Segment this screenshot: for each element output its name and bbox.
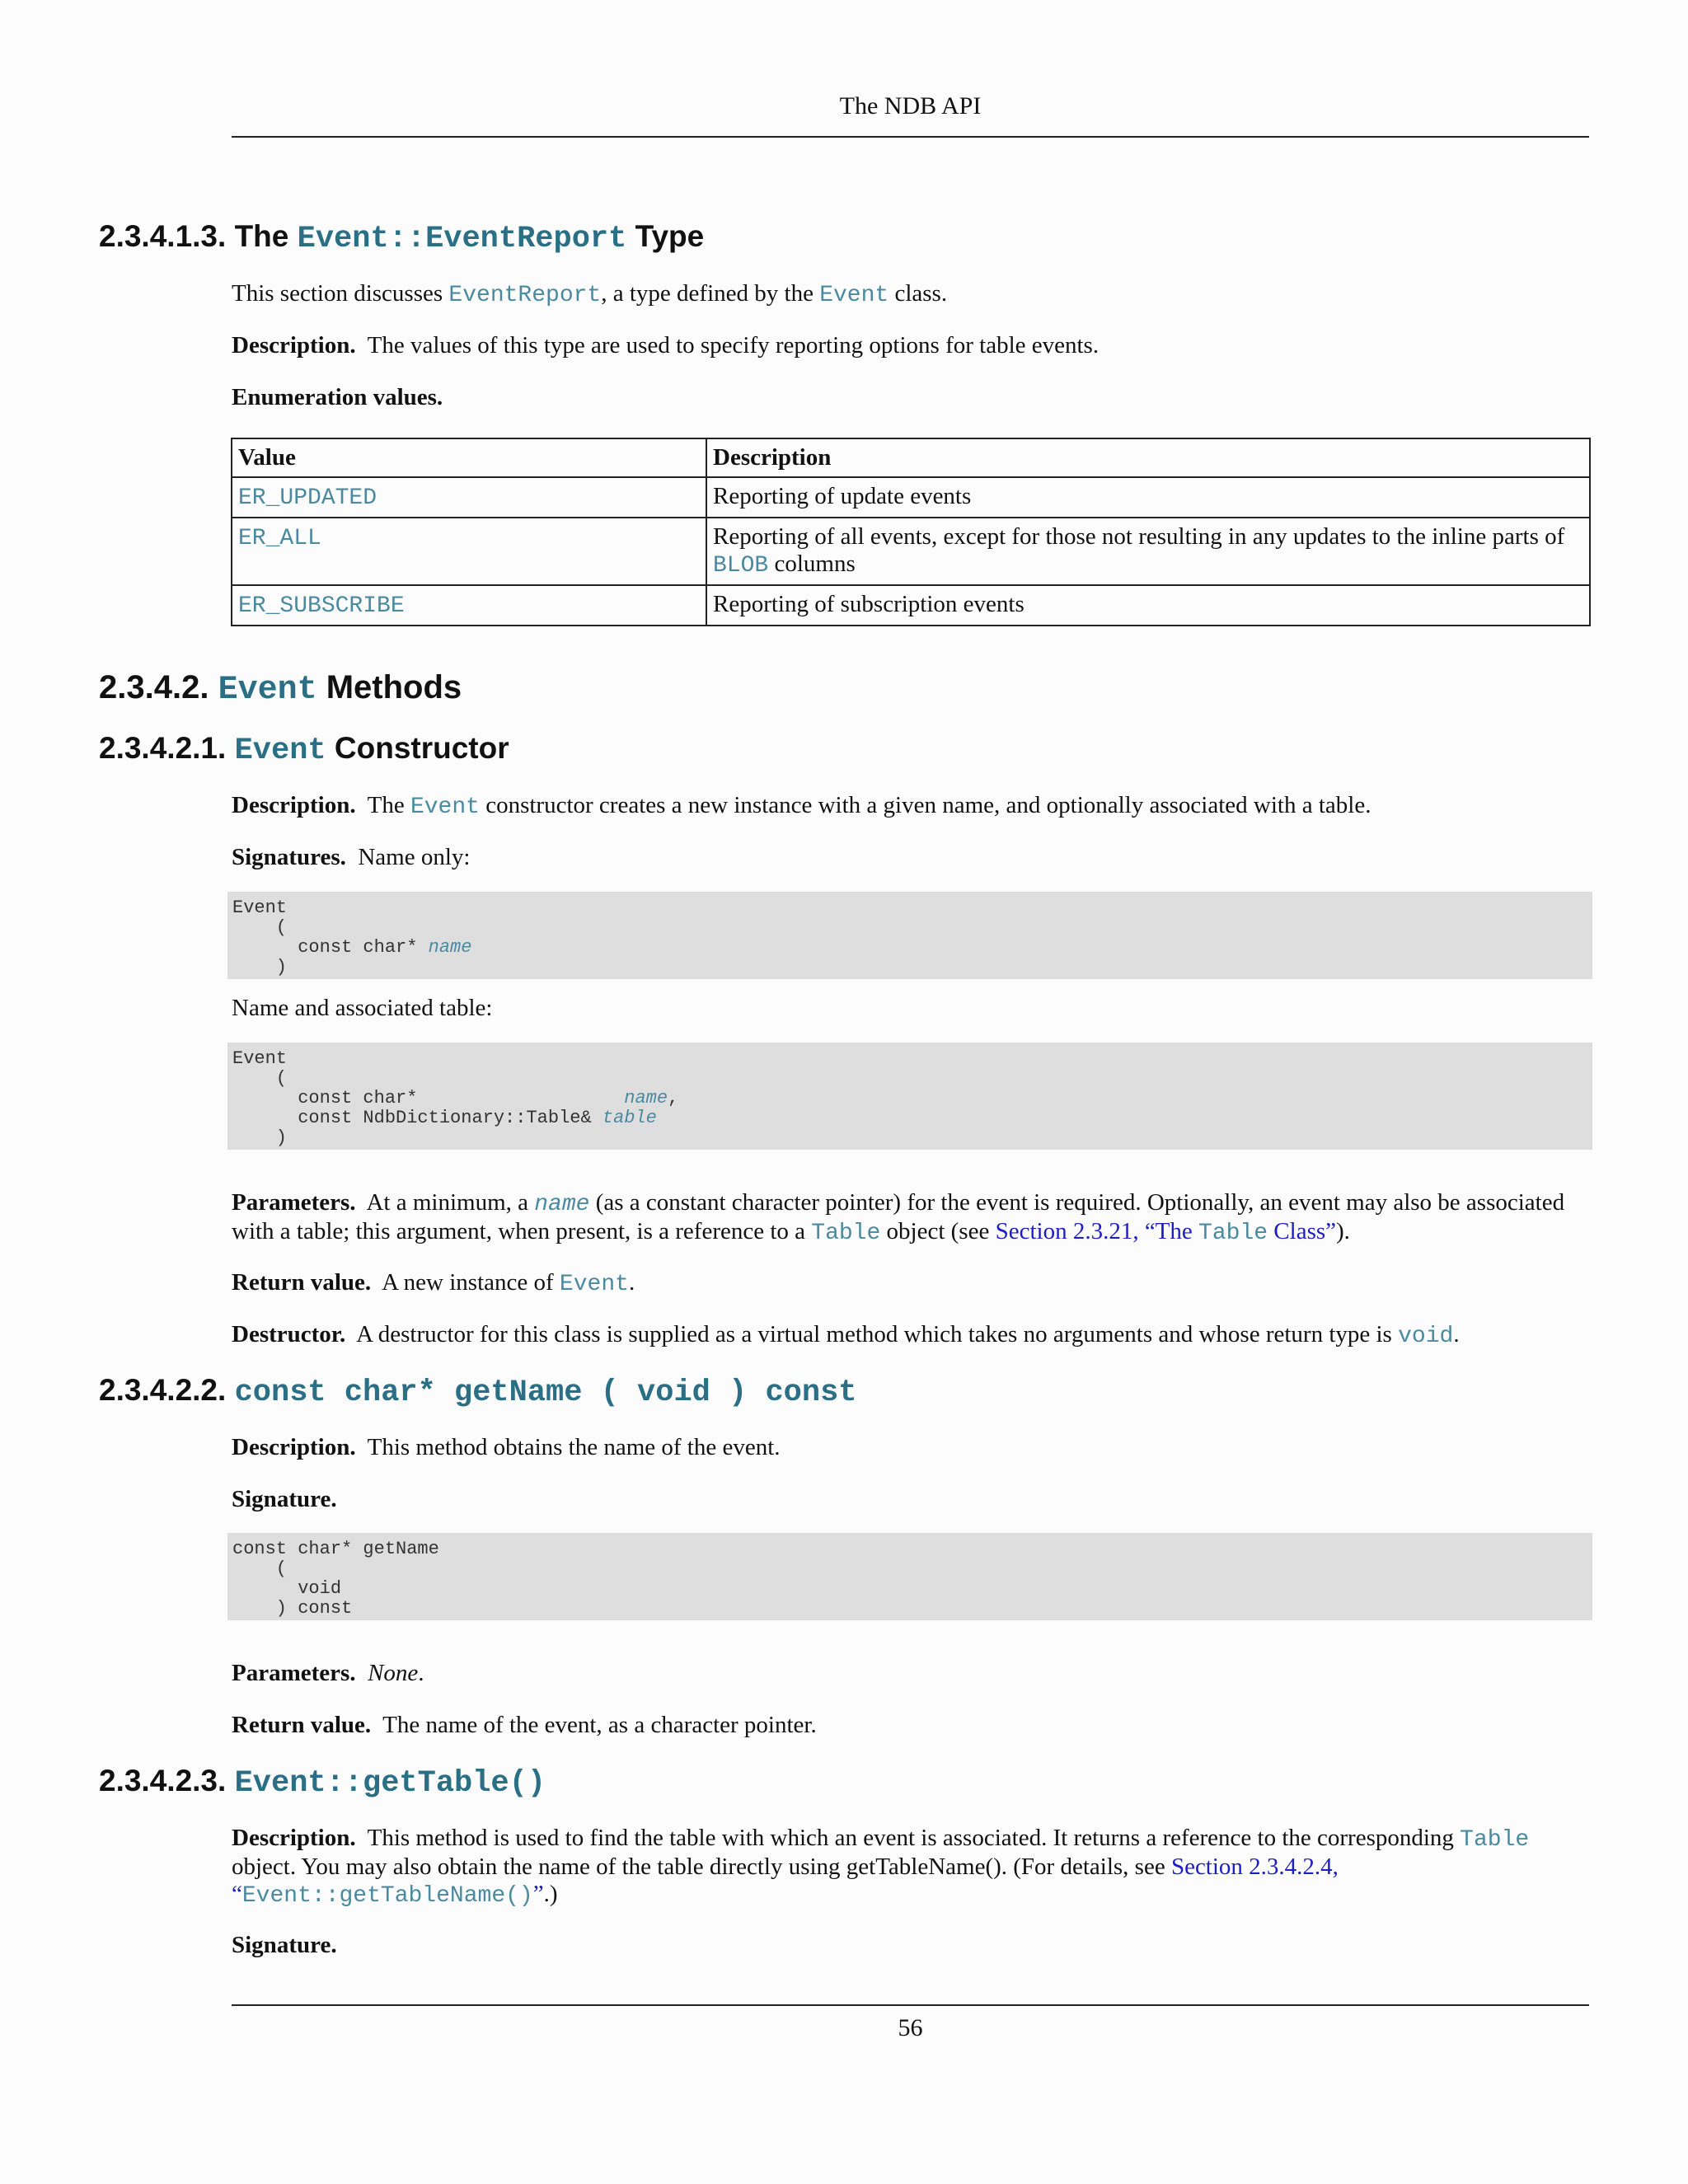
enumeration-label: Enumeration values. bbox=[232, 384, 443, 410]
name-table-paragraph: Name and associated table: bbox=[232, 995, 493, 1021]
code-argument: table bbox=[602, 1108, 657, 1128]
heading-code: const char* getName ( void ) const bbox=[234, 1376, 857, 1410]
description-label: Description. bbox=[232, 1434, 356, 1460]
return-value-paragraph: Return value. A new instance of Event. bbox=[232, 1269, 635, 1297]
description-label: Description. bbox=[232, 792, 356, 818]
section-number: 2.3.4.2.3. bbox=[99, 1764, 227, 1797]
code-ref: Table bbox=[811, 1221, 881, 1246]
code-ref: name bbox=[534, 1192, 590, 1217]
table-row bbox=[232, 518, 1590, 585]
signature-label-paragraph bbox=[232, 1486, 1592, 1513]
table-cell-description: Reporting of all events, except for those not resulting in any updates to the inline parts of BLOB columns bbox=[706, 518, 1590, 585]
code-ref: Event bbox=[559, 1272, 629, 1297]
code-ref: Table bbox=[1460, 1827, 1530, 1853]
signatures-paragraph: Signatures. Name only: bbox=[232, 844, 471, 870]
table-cell-value: ER_ALL bbox=[232, 518, 706, 585]
heading-text: The bbox=[234, 219, 289, 253]
section-heading-getname bbox=[99, 1373, 857, 1410]
signature-label: Signature. bbox=[232, 1486, 337, 1512]
code-block-getname: const char* getName ( void ) const bbox=[227, 1533, 1592, 1620]
table-header-cell: Description bbox=[706, 438, 1590, 477]
code-ref: EventReport bbox=[448, 283, 602, 308]
destructor-paragraph: Destructor. A destructor for this class is supplied as a virtual method which takes no arguments and whose return type is void. bbox=[232, 1321, 1460, 1349]
return-value-label: Return value. bbox=[232, 1269, 372, 1296]
section-number: 2.3.4.2.1. bbox=[99, 731, 227, 765]
return-value-label: Return value. bbox=[232, 1712, 372, 1738]
section-heading-eventreport bbox=[99, 219, 704, 256]
heading-code: Event::EventReport bbox=[297, 222, 627, 256]
parameters-paragraph: Parameters. None. bbox=[232, 1660, 424, 1686]
description-paragraph: Description. This method obtains the name of the event. bbox=[232, 1434, 781, 1460]
heading-code: Event bbox=[234, 733, 326, 768]
table-header-row bbox=[232, 438, 1590, 477]
parameters-paragraph: Parameters. At a minimum, a name (as a constant character pointer) for the event is required. Optionally, an event may also be associated with a table; this argument, when present, is a reference to a Table object (see Section 2.3.21, “The Table Class”). bbox=[232, 1189, 1565, 1246]
code-ref: Event bbox=[819, 283, 889, 308]
footer-rule bbox=[232, 2004, 1589, 2006]
description-paragraph: Description. The Event constructor creates a new instance with a given name, and optionally associated with a table. bbox=[232, 792, 1372, 820]
signature-label: Signature. bbox=[232, 1932, 337, 1958]
code-ref: void bbox=[1398, 1324, 1454, 1349]
section-heading-gettable bbox=[99, 1764, 546, 1801]
code-block-name-only: Event ( const char* name ) bbox=[227, 892, 1592, 979]
description-label: Description. bbox=[232, 332, 356, 359]
destructor-label: Destructor. bbox=[232, 1321, 346, 1347]
heading-text: Constructor bbox=[334, 731, 509, 765]
enumeration-table bbox=[231, 438, 1591, 626]
section-number: 2.3.4.2.2. bbox=[99, 1373, 227, 1407]
table-cell-description: Reporting of subscription events bbox=[706, 585, 1590, 626]
signature-label-paragraph bbox=[232, 1932, 1592, 1959]
parameters-label: Parameters. bbox=[232, 1660, 356, 1686]
heading-code: Event bbox=[218, 672, 317, 709]
table-cell-description: Reporting of update events bbox=[706, 477, 1590, 518]
table-row bbox=[232, 585, 1590, 626]
section-link[interactable]: Section 2.3.4.2.4, “Event::getTableName()” bbox=[232, 1854, 1339, 1909]
section-number: 2.3.4.1.3. bbox=[99, 219, 227, 253]
signatures-label: Signatures. bbox=[232, 844, 346, 870]
description-paragraph: Description. The values of this type are used to specify reporting options for table events. bbox=[232, 332, 1100, 359]
table-cell-value: ER_SUBSCRIBE bbox=[232, 585, 706, 626]
table-row bbox=[232, 477, 1590, 518]
intro-paragraph: This section discusses EventReport, a type defined by the Event class. bbox=[232, 280, 948, 308]
code-block-name-table: Event ( const char* name, const NdbDictionary::Table& table ) bbox=[227, 1043, 1592, 1150]
section-number: 2.3.4.2. bbox=[99, 669, 209, 705]
parameters-label: Parameters. bbox=[232, 1189, 356, 1216]
heading-code: Event::getTable() bbox=[234, 1766, 546, 1801]
heading-text: Methods bbox=[326, 669, 462, 705]
code-argument: name bbox=[624, 1088, 668, 1108]
header-rule bbox=[232, 136, 1589, 138]
description-paragraph: Description. This method is used to find the table with which an event is associated. It returns a reference to the corresponding Table object. You may also obtain the name of the table directly using getTableName(). (For details, see Section 2.3.4.2.4, “Event::getTableName()”.) bbox=[232, 1825, 1530, 1909]
description-label: Description. bbox=[232, 1825, 356, 1851]
enumeration-label-paragraph bbox=[232, 384, 1592, 411]
section-heading-constructor bbox=[99, 731, 509, 768]
code-argument: name bbox=[428, 937, 472, 958]
running-header: The NDB API bbox=[839, 92, 982, 120]
heading-text: Type bbox=[635, 219, 705, 253]
code-ref: Event bbox=[410, 794, 480, 820]
section-heading-methods bbox=[99, 669, 462, 709]
page-number: 56 bbox=[898, 2014, 923, 2041]
table-header-cell: Value bbox=[232, 438, 706, 477]
section-link[interactable]: Section 2.3.21, “The Table Class” bbox=[995, 1218, 1337, 1246]
table-cell-value: ER_UPDATED bbox=[232, 477, 706, 518]
return-value-paragraph: Return value. The name of the event, as a character pointer. bbox=[232, 1712, 817, 1738]
